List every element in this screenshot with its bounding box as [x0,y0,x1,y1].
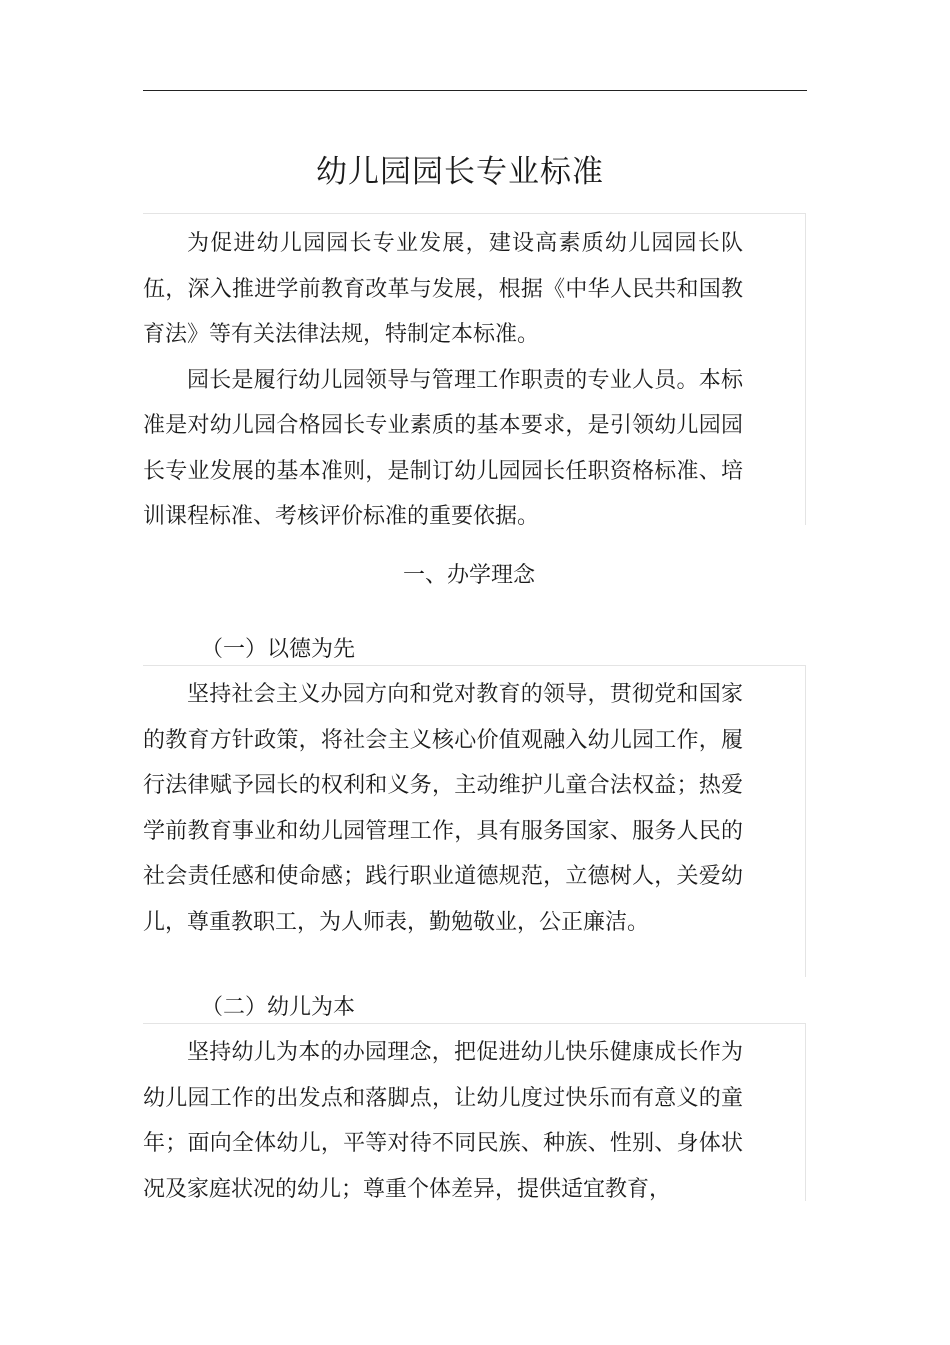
subsection-block-2 [143,1023,806,1201]
section-heading-1: 一、办学理念 [402,563,535,588]
intro-block [143,213,806,529]
intro-paragraph-1: 为促进幼儿园园长专业发展，建设高素质幼儿园园长队伍，深入推进学前教育改革与发展，根据《中华人民共和国教育法》等有关法律法规，特制定本标准。 [143,231,743,347]
subsection-text-2: 坚持幼儿为本的办园理念，把促进幼儿快乐健康成长作为幼儿园工作的出发点和落脚点，让幼儿度过快乐而有意义的童年；面向全体幼儿，平等对待不同民族、种族、性别、身体状况及家庭状况的幼儿；尊重个体差异，提供适宜教育， [143,1040,743,1201]
subsection-text-1: 坚持社会主义办园方向和党对教育的领导，贯彻党和国家的教育方针政策，将社会主义核心价值观融入幼儿园工作，履行法律赋予园长的权利和义务，主动维护儿童合法权益；热爱学前教育事业和幼儿园管理工作，具有服务国家、服务人民的社会责任感和使命感；践行职业道德规范，立德树人，关爱幼儿，尊重教职工，为人师表，勤勉敬业，公正廉洁。 [143,682,743,935]
subsection-block-1 [143,665,806,977]
subsection-heading-1: （一）以德为先 [201,637,356,662]
intro-paragraph-2: 园长是履行幼儿园领导与管理工作职责的专业人员。本标准是对幼儿园合格园长专业素质的基本要求，是引领幼儿园园长专业发展的基本准则，是制订幼儿园园长任职资格标准、培训课程标准、考核评价标准的重要依据。 [143,367,743,529]
header-rule [143,90,807,91]
subsection-heading-2: （二）幼儿为本 [201,995,356,1020]
document-title: 幼儿园园长专业标准 [316,154,604,190]
